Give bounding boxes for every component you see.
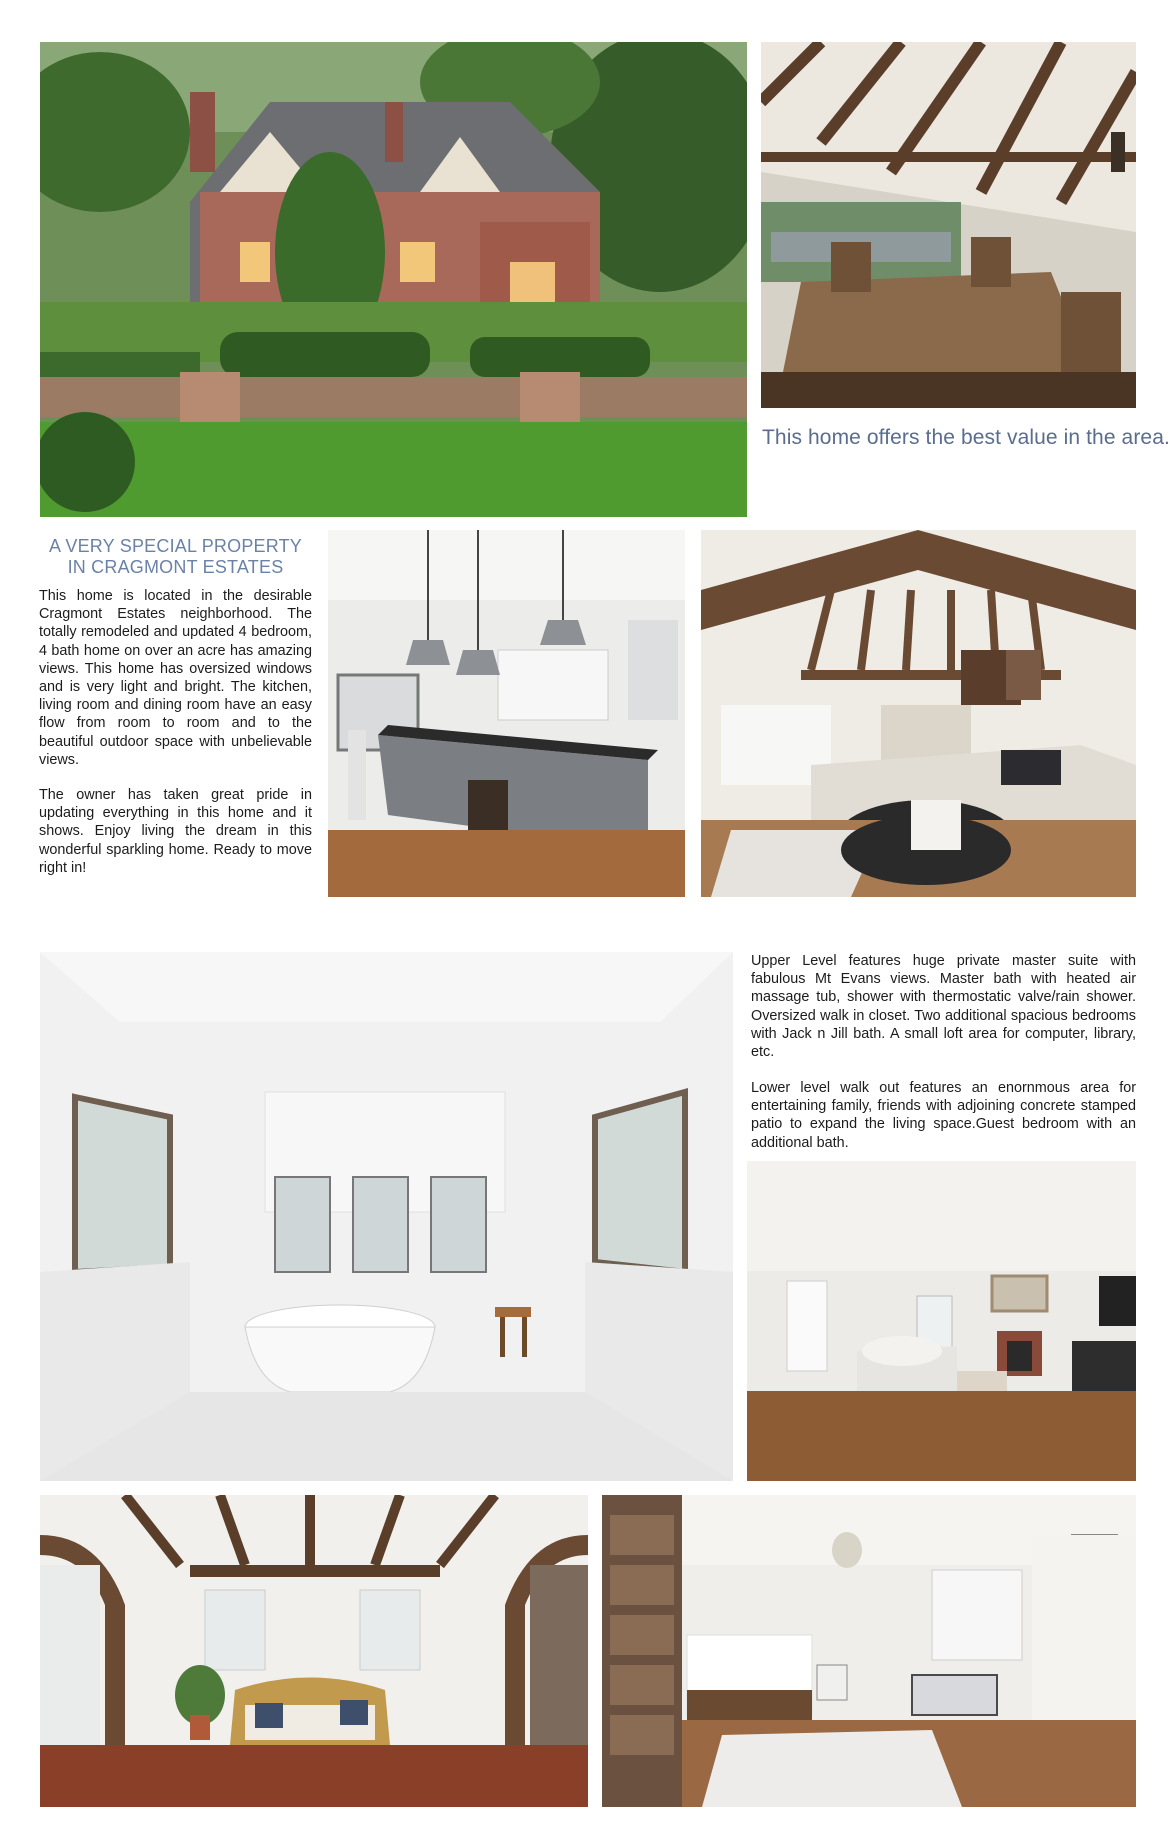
lower-level-paragraph: Lower level walk out features an enornmous area for entertaining family, friends with adjoining concrete stamped patio to expand the living space.Guest bedroom with an additional bath. [751,1080,1136,1151]
intro-paragraph-2: The owner has taken great pride in updating everything in this home and it shows. Enjoy living the dream in this wonderful sparkling home. Ready to move right in! [39,787,312,876]
caption: This home offers the best value in the area. [762,426,1170,449]
upper-level-paragraph: Upper Level features huge private master suite with fabulous Mt Evans views. Master bath with heated air massage tub, shower with thermostatic valve/rain shower. Oversized walk in closet. Two additional spacious bedrooms with Jack n Jill bath. A small loft area for computer, library, etc. [751,953,1136,1061]
living-room-photo [701,530,1136,897]
sitting-room-photo [40,1495,588,1807]
house-exterior-photo [40,42,747,517]
kitchen-photo [328,530,685,897]
master-bath-photo [40,952,733,1481]
intro-paragraph-1: This home is located in the desirable Cragmont Estates neighborhood. The totally remodeled and updated 4 bedroom, 4 bath home on over an acre has amazing views. This home has oversized windows and is very light and bright. The kitchen, living room and dining room have an easy flow from room to room and to the beautiful outdoor space with unbelievable views. [39,588,312,768]
family-room-photo [747,1161,1136,1481]
heading-line-1: A VERY SPECIAL PROPERTY [48,536,303,556]
heading-line-2: IN CRAGMONT ESTATES [67,557,284,577]
patio-dining-photo [761,42,1136,408]
property-heading [40,536,311,578]
bedroom-photo [602,1495,1136,1807]
